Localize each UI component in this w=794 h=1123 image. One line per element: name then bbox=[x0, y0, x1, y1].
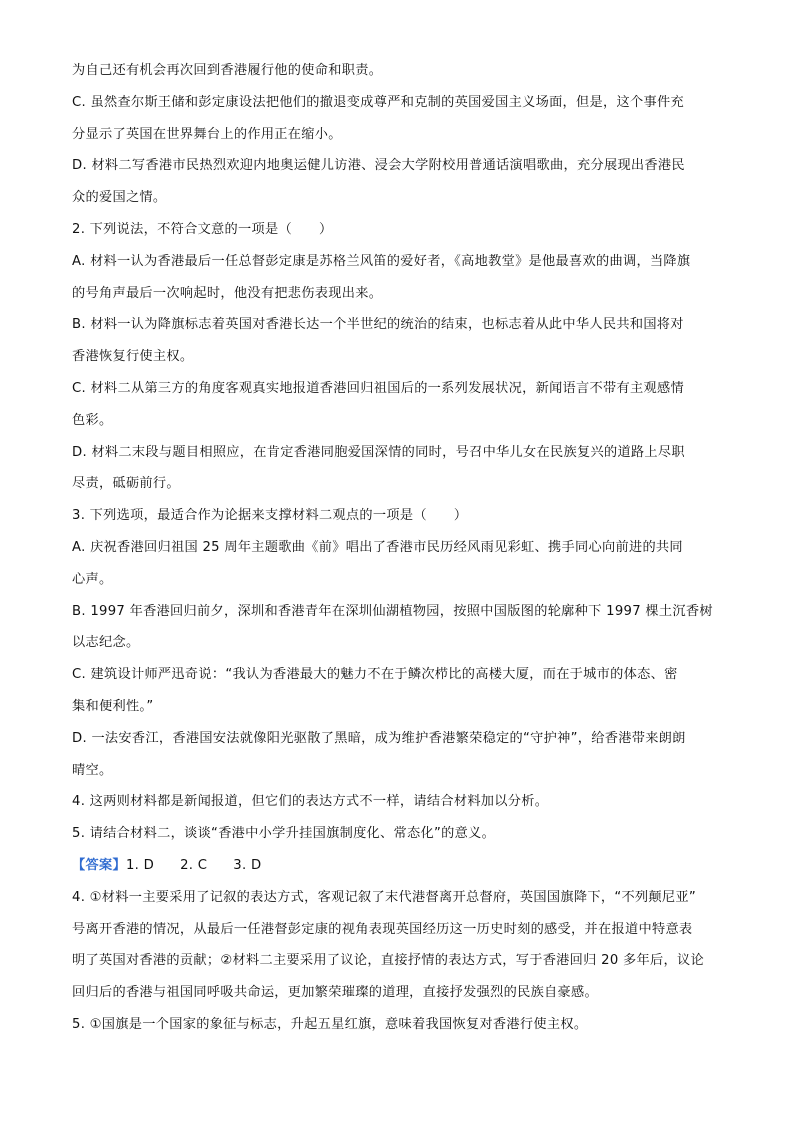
option-d-line-2: 众的爱国之情。 bbox=[72, 190, 167, 206]
q3-option-d-line-1: D. 一法安香江，香港国安法就像阳光驱散了黑暗，成为维护香港繁荣稳定的“守护神”，给香港带来朗朗 bbox=[72, 730, 686, 746]
answer-4-line-2: 号离开香港的情况，从最后一任港督彭定康的视角表现英国经历这一历史时刻的感受，并在报道中特意表 bbox=[72, 921, 693, 937]
q3-option-c-line-1: C. 建筑设计师严迅奇说：“我认为香港最大的魅力不在于鳞次栉比的高楼大厦，而在于城市的体态、密 bbox=[72, 667, 678, 683]
q2-option-d-line-1: D. 材料二末段与题目相照应，在肯定香港同胞爱国深情的同时，号召中华儿女在民族复兴的道路上尽职 bbox=[72, 444, 685, 460]
question-2: 2. 下列说法，不符合文意的一项是（ ） bbox=[72, 221, 333, 237]
q3-option-a-line-1: A. 庆祝香港回归祖国 25 周年主题歌曲《前》唱出了香港市民历经风雨见彩虹、携手同心向前进的共同 bbox=[72, 539, 683, 555]
answer-2: 2. C bbox=[180, 857, 208, 873]
document-page bbox=[72, 62, 732, 1048]
q2-option-a-line-1: A. 材料一认为香港最后一任总督彭定康是苏格兰风笛的爱好者，《高地教堂》是他最喜欢的曲调，当降旗 bbox=[72, 253, 691, 269]
q2-option-b-line-2: 香港恢复行使主权。 bbox=[72, 349, 194, 365]
option-c-line-1: C. 虽然查尔斯王储和彭定康设法把他们的撤退变成尊严和克制的英国爱国主义场面，但是，这个事件充 bbox=[72, 94, 684, 110]
text-line: 为自己还有机会再次回到香港履行他的使命和职责。 bbox=[72, 63, 383, 78]
answer-line bbox=[72, 857, 732, 874]
question-5: 5. 请结合材料二，谈谈“香港中小学升挂国旗制度化、常态化”的意义。 bbox=[72, 826, 496, 842]
option-d-line-1: D. 材料二写香港市民热烈欢迎内地奥运健儿访港、浸会大学附校用普通话演唱歌曲，充分展现出香港民 bbox=[72, 158, 685, 174]
q2-option-d-line-2: 尽责，砥砺前行。 bbox=[72, 476, 180, 492]
answer-5-line-1: 5. ①国旗是一个国家的象征与标志，升起五星红旗，意味着我国恢复对香港行使主权。 bbox=[72, 1016, 588, 1032]
q2-option-c-line-2: 色彩。 bbox=[72, 412, 113, 428]
answer-3: 3. D bbox=[233, 857, 262, 873]
answer-1: 1. D bbox=[125, 857, 155, 873]
q3-option-b-line-1: B. 1997 年香港回归前夕，深圳和香港青年在深圳仙湖植物园，按照中国版图的轮廓种下 1997 棵土沉香树 bbox=[72, 603, 713, 619]
q3-option-a-line-2: 心声。 bbox=[72, 571, 113, 587]
q3-option-c-line-2: 集和便利性。” bbox=[72, 698, 154, 714]
question-3: 3. 下列选项，最适合作为论据来支撑材料二观点的一项是（ ） bbox=[72, 508, 468, 524]
answer-4-line-1: 4. ①材料一主要采用了记叙的表达方式，客观记叙了末代港督离开总督府，英国国旗降下，“不列颠尼亚” bbox=[72, 889, 697, 905]
option-c-line-2: 分显示了英国在世界舞台上的作用正在缩小。 bbox=[72, 126, 342, 142]
answer-tag: 【答案】 bbox=[72, 857, 126, 873]
q3-option-b-line-2: 以志纪念。 bbox=[72, 635, 140, 651]
answer-4-line-4: 回归后的香港与祖国同呼吸共命运，更加繁荣璀璨的道理，直接抒发强烈的民族自豪感。 bbox=[72, 985, 599, 1001]
q3-option-d-line-2: 晴空。 bbox=[72, 762, 113, 778]
answer-4-line-3: 明了英国对香港的贡献；②材料二主要采用了议论，直接抒情的表达方式，写于香港回归 20 多年后，议论 bbox=[72, 953, 704, 969]
q2-option-b-line-1: B. 材料一认为降旗标志着英国对香港长达一个半世纪的统治的结束，也标志着从此中华人民共和国将对 bbox=[72, 317, 684, 333]
q2-option-a-line-2: 的号角声最后一次响起时，他没有把悲伤表现出来。 bbox=[72, 285, 383, 301]
q2-option-c-line-1: C. 材料二从第三方的角度客观真实地报道香港回归祖国后的一系列发展状况，新闻语言不带有主观感情 bbox=[72, 380, 684, 396]
question-4: 4. 这两则材料都是新闻报道，但它们的表达方式不一样，请结合材料加以分析。 bbox=[72, 794, 549, 810]
